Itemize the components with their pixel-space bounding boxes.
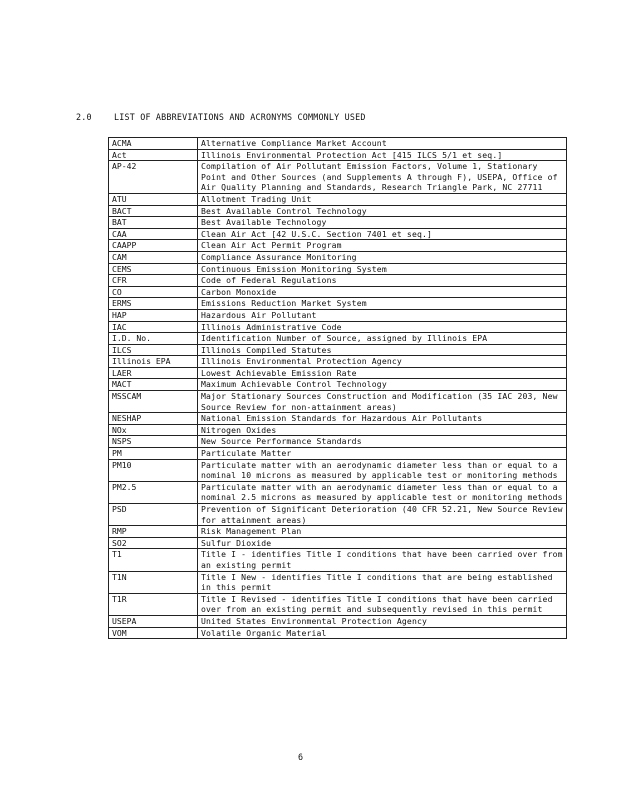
abbreviation-cell: Act (109, 149, 198, 161)
abbreviation-cell: NOx (109, 424, 198, 436)
abbreviation-cell: CO (109, 286, 198, 298)
definition-cell: Alternative Compliance Market Account (198, 138, 567, 150)
table-row (109, 356, 567, 368)
page-number: 6 (298, 752, 304, 762)
table-row (109, 275, 567, 287)
abbreviation-cell: NESHAP (109, 413, 198, 425)
definition-cell: National Emission Standards for Hazardous Air Pollutants (198, 413, 567, 425)
abbreviation-cell: ACMA (109, 138, 198, 150)
section-number: 2.0 (76, 112, 92, 122)
abbreviation-cell: VOM (109, 627, 198, 639)
table-row (109, 436, 567, 448)
definition-cell: Particulate matter with an aerodynamic diameter less than or equal to a nominal 10 microns as measured by applicable test or monitoring methods (198, 459, 567, 481)
definition-cell: Sulfur Dioxide (198, 537, 567, 549)
abbreviation-cell: T1N (109, 571, 198, 593)
table-row (109, 161, 567, 194)
table-row (109, 526, 567, 538)
table-row (109, 448, 567, 460)
abbreviation-cell: Illinois EPA (109, 356, 198, 368)
section-heading (76, 112, 366, 122)
abbreviation-cell: SO2 (109, 537, 198, 549)
definition-cell: Emissions Reduction Market System (198, 298, 567, 310)
table-row (109, 240, 567, 252)
definition-cell: Illinois Environmental Protection Agency (198, 356, 567, 368)
table-row (109, 217, 567, 229)
table-row (109, 367, 567, 379)
abbreviation-cell: IAC (109, 321, 198, 333)
abbreviation-cell: RMP (109, 526, 198, 538)
definition-cell: Allotment Trading Unit (198, 193, 567, 205)
definition-cell: Compilation of Air Pollutant Emission Factors, Volume 1, Stationary Point and Other Sources (and Supplements A through F), USEPA, Office of Air Quality Planning and Standards, Research Triangle Park, NC 27711 (198, 161, 567, 194)
table-row (109, 593, 567, 615)
abbreviation-cell: PM2.5 (109, 481, 198, 503)
table-row (109, 286, 567, 298)
definition-cell: Volatile Organic Material (198, 627, 567, 639)
abbreviation-cell: CEMS (109, 263, 198, 275)
table-row (109, 251, 567, 263)
table-row (109, 627, 567, 639)
abbreviations-table (108, 137, 567, 639)
abbreviation-cell: CAA (109, 228, 198, 240)
abbreviation-cell: ILCS (109, 344, 198, 356)
table-row (109, 309, 567, 321)
abbreviation-cell: USEPA (109, 615, 198, 627)
table-row (109, 333, 567, 345)
table-row (109, 321, 567, 333)
table-row (109, 413, 567, 425)
table-row (109, 149, 567, 161)
definition-cell: Clean Air Act Permit Program (198, 240, 567, 252)
table-row (109, 424, 567, 436)
abbreviation-cell: CFR (109, 275, 198, 287)
table-row (109, 504, 567, 526)
table-row (109, 379, 567, 391)
abbreviation-cell: BAT (109, 217, 198, 229)
abbreviation-cell: CAM (109, 251, 198, 263)
abbreviation-cell: I.D. No. (109, 333, 198, 345)
definition-cell: United States Environmental Protection Agency (198, 615, 567, 627)
section-title: LIST OF ABBREVIATIONS AND ACRONYMS COMMONLY USED (114, 112, 366, 122)
abbreviation-cell: MACT (109, 379, 198, 391)
definition-cell: Particulate Matter (198, 448, 567, 460)
abbreviation-cell: LAER (109, 367, 198, 379)
definition-cell: Major Stationary Sources Construction and Modification (35 IAC 203, New Source Review for non-attainment areas) (198, 391, 567, 413)
definition-cell: Title I - identifies Title I conditions that have been carried over from an existing permit (198, 549, 567, 571)
definition-cell: Carbon Monoxide (198, 286, 567, 298)
abbreviation-cell: NSPS (109, 436, 198, 448)
definition-cell: Illinois Compiled Statutes (198, 344, 567, 356)
abbreviation-cell: PSD (109, 504, 198, 526)
definition-cell: Compliance Assurance Monitoring (198, 251, 567, 263)
table-row (109, 298, 567, 310)
definition-cell: Hazardous Air Pollutant (198, 309, 567, 321)
table-row (109, 263, 567, 275)
abbreviation-cell: ERMS (109, 298, 198, 310)
abbreviation-cell: CAAPP (109, 240, 198, 252)
table-row (109, 193, 567, 205)
definition-cell: Title I Revised - identifies Title I conditions that have been carried over from an existing permit and subsequently revised in this permit (198, 593, 567, 615)
definition-cell: Clean Air Act [42 U.S.C. Section 7401 et seq.] (198, 228, 567, 240)
definition-cell: Particulate matter with an aerodynamic diameter less than or equal to a nominal 2.5 microns as measured by applicable test or monitoring methods (198, 481, 567, 503)
table-row (109, 537, 567, 549)
table-row (109, 391, 567, 413)
table-row (109, 138, 567, 150)
definition-cell: Identification Number of Source, assigned by Illinois EPA (198, 333, 567, 345)
abbreviation-cell: HAP (109, 309, 198, 321)
definition-cell: Code of Federal Regulations (198, 275, 567, 287)
abbreviation-cell: BACT (109, 205, 198, 217)
table-row (109, 549, 567, 571)
definition-cell: Prevention of Significant Deterioration (40 CFR 52.21, New Source Review for attainment areas) (198, 504, 567, 526)
definition-cell: Illinois Environmental Protection Act [415 ILCS 5/1 et seq.] (198, 149, 567, 161)
abbreviation-cell: PM (109, 448, 198, 460)
definition-cell: New Source Performance Standards (198, 436, 567, 448)
table-row (109, 615, 567, 627)
definition-cell: Best Available Technology (198, 217, 567, 229)
abbreviation-cell: MSSCAM (109, 391, 198, 413)
table-row (109, 481, 567, 503)
definition-cell: Continuous Emission Monitoring System (198, 263, 567, 275)
definition-cell: Maximum Achievable Control Technology (198, 379, 567, 391)
abbreviation-cell: T1 (109, 549, 198, 571)
abbreviation-cell: PM10 (109, 459, 198, 481)
definition-cell: Lowest Achievable Emission Rate (198, 367, 567, 379)
table-row (109, 205, 567, 217)
definition-cell: Risk Management Plan (198, 526, 567, 538)
abbreviation-cell: T1R (109, 593, 198, 615)
table-row (109, 571, 567, 593)
definition-cell: Title I New - identifies Title I conditions that are being established in this permit (198, 571, 567, 593)
abbreviation-cell: ATU (109, 193, 198, 205)
table-row (109, 459, 567, 481)
definition-cell: Illinois Administrative Code (198, 321, 567, 333)
table-row (109, 344, 567, 356)
table-row (109, 228, 567, 240)
abbreviation-cell: AP-42 (109, 161, 198, 194)
definition-cell: Best Available Control Technology (198, 205, 567, 217)
definition-cell: Nitrogen Oxides (198, 424, 567, 436)
